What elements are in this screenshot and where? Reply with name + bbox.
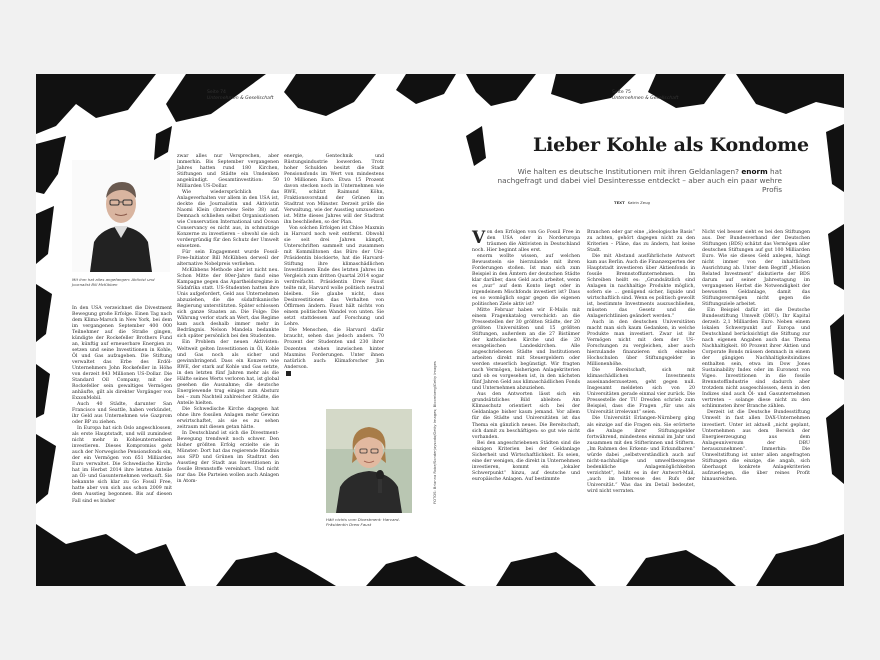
right-col2-paragraph: Auch in den deutschen Universitäten macht man sich kaum Gedanken, in welche Produkte man investiert. Zwar ist ihr Vermögen nicht mit dem der US-Forschungen zu vergleichen, aber auch hierzulande finanzieren sich einzelne Hochschulen über Stiftungsgelder in Millionenhöhe. [587,320,695,368]
left-col3-paragraph: energie, Gentechnik und Rüstungsindustrie loswerden. Trotz hoher Schulden besitzt die Stadt Pensionsfonds im Wert von mindestens 10 Millionen Euro. Etwa 15 Prozent davon stecken noch in Unternehmen wie RWE, schätzt Raimund Köhn, Fraktionsvorstand der Grünen im Stadtrat von Münster. Derzeit prüfe die Verwaltung, wie der Ausstieg umzusetzen ist. Mitte dieses Jahres will der Stadtrat ihn beschließen, so der Plan. [284,154,384,226]
portrait-woman-photo-icon [326,409,412,513]
right-col1-paragraph: Mitte Februar haben wir E-Mails mit einem Fragenkatalog verschickt: an die Pressestellen der 30 größten Städte, der 20 größten Universitäten und 15 größten Stiftungen, außerdem an die 27 Bistümer der katholischen Kirche und die 20 evangelischen Landeskirchen. Alle angeschriebenen Städte und Institutionen arbeiten direkt mit Steuergeldern oder werden steuerlich begünstigt. Wir fragten nach Vermögen, bisherigen Anlagekriterien und ob es vorgesehen ist, in den nächsten fünf Jahren Geld aus klimaschädlichen Fonds und Unternehmen abzuziehen. [472,308,580,392]
portrait-man-photo [72,160,170,272]
portrait-man-photo-icon [72,160,170,272]
left-page-header [207,90,273,102]
right-col2-paragraph: Die Bereitschaft, sich mit klimaschädlichen Investments auseinanderzusetzen, geht gegen null. Insgesamt meldeten sich von 20 Universitäten gerade einmal vier zurück. Die Pressestelle der TU Dresden schrieb zum Beispiel, dass die Fragen „für uns als Universität irrelevant“ seien. [587,368,695,416]
left-col1-paragraph: In Europa hat sich Oslo angeschlossen, als erste Hauptstadt, und will zumindest nicht mehr in Kohleunternehmen investieren. Dieses Kompromiss geht auch der Norwegische Pensionsfonds ein, der ein Vermögen von 651 Milliarden Euro verwaltet. Die Schwedische Kirche hat im Herbst 2014 ihre letzten Anteile an Öl- und Gasunternehmen verkauft. Sie bekannte sich klar zu Go Fossil Free, hatte aber von sich aus schon 2009 mit dem Ausstieg begonnen. Bis auf diesen Fall sind es bisher [72,426,172,504]
lead-text: Wie halten es deutsche Institutionen mit ihren Geldanlagen? [517,167,740,176]
magazine-spread [36,74,844,586]
right-col1-paragraph: Aus den Antworten lässt sich ein grundsätzliches Bild ableiten: Am Klimaschutz orientiert sich bei der Geldanlage bisher kaum jemand. Vor allem für die Städte und Universitäten ist das Thema ein gänzlich neues. Die Bereitschaft, sich damit zu beschäftigen: so gut wie nicht vorhanden. [472,392,580,440]
article-lead [496,167,782,194]
left-col2-paragraph: In Deutschland ist sich die Divestment-Bewegung trendweit noch schwer. Den bisher größten Erfolg erzielte sie in Münster: Dort hat das regierende Bündnis aus SPD und Grünen im Stadtrat den Ausstieg der Stadt aus Investitionen in fossile Brennstoffe vereinbart. Und nicht nur das: Die Parteien wollen auch Anlagen in Atom- [177,430,279,484]
right-col2-paragraph: Die mit Abstand ausführlichste Antwort kam aus Berlin. Auch die Finanzexperten der Hauptstadt investieren über Aktienfonds in fossile Brennstoffunternehmen. Im Schreiben heißt es: „Grundsätzlich sind Anlagen in nachhaltige Produkte möglich, sofern sie ... genügend sicher, liquide und wirtschaftlich sind. Wenn es politisch gewollt ist, bestimmte Investments auszuschließen, müssten das Gesetz und die Anlagerichtlinien geändert werden.“ [587,254,695,320]
dropcap: V [472,228,486,248]
right-column-3 [702,230,810,483]
left-col2-paragraph: zwar alles nur Versprechen, aber immerhin. Bis September vergangenen Jahres hatten rund 180 Kirchen, Stiftungen und Städte ein Umdenken angekündigt. Gesamtinvestition: 50 Milliarden US-Dollar. [177,154,279,190]
right-column-2 [587,230,695,495]
left-column-2 [177,154,279,485]
article-end-mark [286,371,291,376]
photo-credit: FOTOS: Brianna Robe/Sonderjaysoda/Getty Images; Bloomberg/Getty Images [433,361,437,504]
right-col2-paragraph: Branchen oder gar eine „ideologische Basis“ zu achten, gehört dagegen nicht zu den Kriterien – Pläne, das zu ändern, hat keine Stadt. [587,230,695,254]
byline [614,200,650,205]
left-photo2-caption: Hält nichts vom Divestment: Harvard-Präsidentin Drew Faust [326,517,400,527]
left-page-number: Seite 74 [207,90,226,95]
left-column-3 [284,154,384,378]
right-col3-paragraph: Derzeit ist die Deutsche Bundesstiftung Umwelt in fast allen DAX-Unternehmen investiert. Unter ist aktuell „nicht geplant, Unternehmen aus dem Bereich der Energieerzeugung aus dem Anlageuniversum der DBU herauszunehmen“. Immerhin: Die Umweltstiftung ist unter allen angefragten Stiftungen die einzige, die angab, sich überhaupt konkrete Anlagekriterien aufzuerlegen, die über reines Profit hinausreichen. [702,410,810,482]
byline-name: Katrin Zeug [627,200,650,205]
left-photo-caption: Mit ihm hat alles angefangen: Aktivist und Journalist Bill McKibben [72,277,155,287]
right-col1-first-text: on den Erfolgen von Go Fossil Free in den USA oder in Norderuropa träumen die Aktivisten in Deutschland noch. Hier beginnt alles erst. [472,230,580,254]
left-col2-paragraph: Ein Problem der neuen Aktivisten: Weltweit gelten Investitionen in Öl, Kohle und Gas noch als sicher und gewinnbringend. Dass ein Konzern wie RWE, der stark auf Kohle und Gas setzte, in den letzten fünf Jahren mehr als die Hälfte seines Werts verloren hat, ist global gesehen die Ausnahme; die deutsche Energiewende trug einiges zum Absturz bei – zum Nachteil zahlreicher Städte, die Anteile hielten. [177,340,279,406]
left-col2-paragraph: Wie wiedersprüchlich das Anlageverhalten vor allem in den USA ist, deckte die Journalistin und Aktivistin Naomi Klein (Interview Seite 38) auf. Demnach schließen selbst Organisationen wie Conservation International und Ocean Conservancy es nicht aus, in schmutzige Konzerne zu investieren – obwohl sie sich vordergründig für den Schutz der Umwelt einsetzen. [177,190,279,250]
right-col1-paragraph [472,230,580,254]
left-page-section: Unternehmen & Gesellschaft [207,96,274,101]
left-col3-paragraph: Von solchen Erfolgen ist Chloe Maxmin in Harvard noch weit entfernt. Obwohl sie seit drei Jahren kämpft, Unterschriften sammelt und zusammen mit Kommilitonen das Büro der Uni-Präsidentin blockierte, hat die Harvard-Stiftung ihre klimaschädlichen Investitionen Ende des letzten Jahres im Vergleich zum dritten Quartal 2014 sogar verdreifacht. Präsidentin Drew Faust teilte mit, Harvard wolle politisch neutral bleiben. Sie glaube nicht, dass Desinvestitionen das Verhalten von Öffirmen ändern. Faust hält nichts von einem politischen Wandel von unten. Sie setzt stattdessen auf Forschung und Lehre. [284,226,384,328]
right-col2-paragraph: Die Universität Erlangen-Nürnberg ging als einzige auf die Fragen ein. Sie erörterte die Anlage ihrer Stiftungsgelder fortwährend, mindestens einmal im Jahr und zusammen mit den Stifterinnen und Stiftern. „Im Rahmen des Erkenn- und Erkundbaren“ würde dabei „selbstverständlich auch auf nicht-nachhaltige und umweltbezogene bedenkliche Anlagemöglichkeiten verzichtet“, heißt es in der Antwort-Mail, „auch im Interesse des Rufs der Universität.“ Was das im Detail bedeutet, wird nicht verraten. [587,416,695,494]
left-col2-paragraph: McKibbens Methode aber ist nicht neu. Schon Mitte der 80er-Jahre fand eine Kampagne gegen das Apartheidsregime in Südafrika statt. US-Studenten hatten ihre Unis aufgefordert, Geld aus Unternehmen abzuziehen, die die südafrikanische Regierung unterstützten. Später schlossen sich ganze Staaten an. Die Folge: Die Währung verlor stark an Wert, das Regime kam auch deshalb immer mehr in Bedrängnis. Nelson Mandela bedankte sich später persönlich bei den Studenten. [177,268,279,340]
portrait-woman-photo [326,409,412,513]
left-col1-paragraph: In den USA verzeichnet die Divestment Bewegung große Erfolge. Einen Tag nach dem Klima-Marsch in New York, bei dem im vergangenen September 400 000 Teilnehmer auf die Straße gingen, kündigte der Rockefeller Brothers Fund an, künftig auf erneuerbare Energien zu setzen und seine Investitionen in Kohle, Öl und Gas aufzugeben. Die Stiftung verwaltet das Erbe des Erdöl-Unternehmers John Rockefeller in Höhe von derzeit 843 Millionen US-Dollar. Die Standard Oil Company, mit der Rockefeller sein gewaltiges Vermögen anhäufte, gilt als direkter Vorgänger von ExxonMobil. [72,306,172,402]
left-column-1 [72,306,172,505]
right-page-section: Unternehmen & Gesellschaft [612,96,679,101]
lead-rest: hat nachgefragt und dabei viel Desinteresse entdeckt – aber auch ein paar wehre Profis [497,167,782,194]
left-col2-paragraph: Für sein Engagement wurde Fossil-Free-Initiator Bill McKibben derweil der alternative Nobelpreis verliehen. [177,250,279,268]
right-page-number: Seite 75 [612,90,631,95]
left-col2-paragraph: Die Schwedische Kirche dagegen hat ohne ihre fossilen Anlagen mehr Gewinn erwirtschaftet, als sie es zu sehen zeitraum mit diesen getan hätte. [177,406,279,430]
article-title: Lieber Kohle als Kondome [533,134,809,156]
right-col3-paragraph: Ein Beispiel dafür ist die Deutsche Bundesstiftung Umwelt (DBU). Ihr Kapital derzeit: 2,1 Milliarden Euro. Neben einem lokalen Schwerpunkt auf Europa und Deutschland berücksichtigt die Stiftung zur nach eigenen Angaben auch das Thema Nachhaltigkeit. 80 Prozent ihrer Aktien und Corporate Bonds müssen demnach in einem der gängigen Nachhaltigkeitsindizes enthalten sein, etwa im Dow Jones Sustainability Index oder im Euronext von Vigeo. Investitionen in die fossile Brennstoffindustrie sind dadurch aber trotzdem nicht ausgeschlossen, denn in den Indizes sind auch Öl- und Gasunternehmen vertreten – solange diese nicht zu den schlimmsten ihrer Branche zählen. [702,308,810,410]
byline-label: TEXT [614,200,625,205]
right-page-header [612,90,678,102]
right-col1-paragraph: enorm wollte wissen, auf welchen Bewusstsein sie hierzulande mit ihren Forderungen stoßen. Ist man sich zum Beispiel in den Ämtern der deutschen Städte klar darüber, dass Geld auch arbeitet, wenn es „nur“ auf dem Konto liegt oder in irgendeinem Mischfonds investiert ist? Dass es so womöglich sogar gegen die eigenen politischen Ziele aktiv ist? [472,254,580,308]
lead-brand: enorm [741,167,768,176]
right-col3-paragraph: Nicht viel besser sieht es bei den Stiftungen aus. Der Bundesverband der Deutschen Stiftungen (BDS) schätzt das Vermögen aller deutschen Stiftungen auf gut 100 Milliarden Euro. Wie sie dieses Geld anlegen, hängt nicht immer von der inhaltlichen Ausrichtung ab. Unter dem Begriff „Mission Related Investment“ diskutierte der BDS darum auf seiner Jahrestagung im vergangenen Herbst die Notwendigkeit der bewussten Geldanlage, damit das Stiftungsvermögen nicht gegen die Stiftungsziele arbeitet. [702,230,810,308]
left-col1-paragraph: Auch 40 Städte, darunter San Francisco und Seattle, haben verkündet, ihr Geld aus Unternehmen wie Gazprom oder BP zu ziehen. [72,402,172,426]
left-col3-paragraph: Die Menschen, die Harvard dafür braucht, sehen das jedoch anders. 70 Prozent der Studenten und 230 ihrer Dozenten stehen inzwischen hinter Maxmins Forderungen. Unter ihnen natürlich auch: Klimaforscher Jim Anderson. [284,328,384,370]
right-column-1 [472,230,580,483]
right-col1-paragraph: Bei den angeschriebenen Städten sind die einzigen Kriterien bei der Geldanlage Sicherheit und Wirtschaftlichkeit. Es seien, eine der wenigen, die direkt in Unternehmen investieren, kommt ein „lokaler Schwerpunkt“ hinzu, auf deutsche und europäische Anlagen. Auf bestimmte [472,440,580,482]
